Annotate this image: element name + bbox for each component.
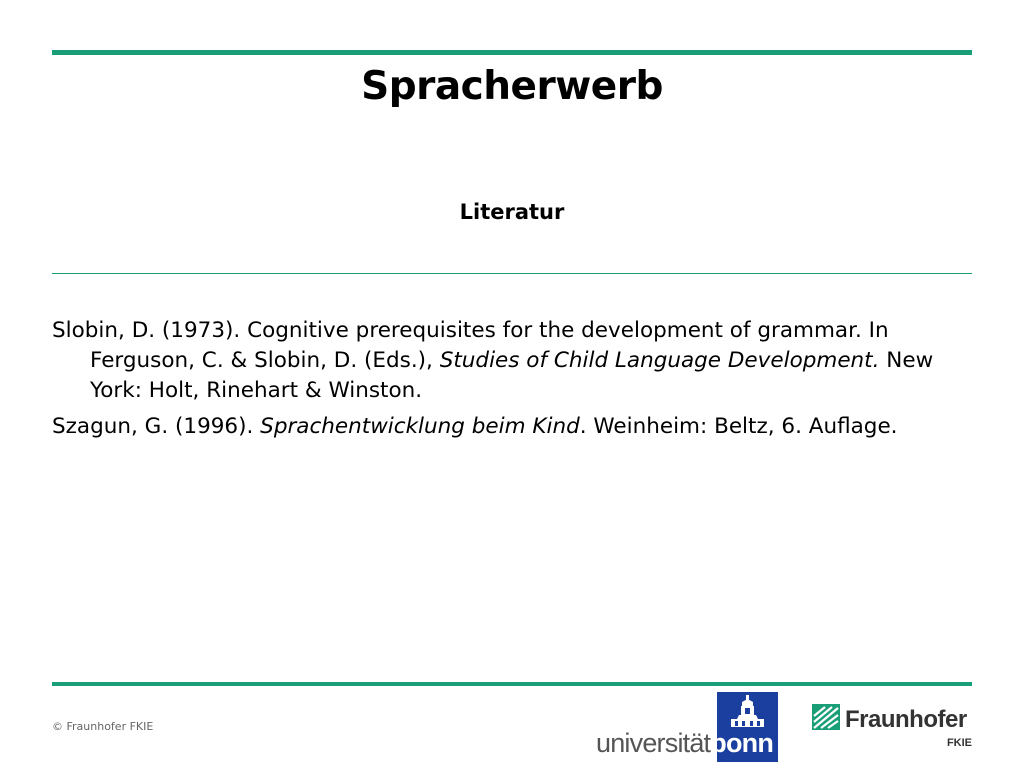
reference-publisher: . Weinheim: Beltz, 6. Auflage. — [579, 414, 898, 439]
slide-subtitle: Literatur — [459, 200, 565, 224]
reference-list — [52, 316, 972, 448]
fraunhofer-logo-unit: FKIE — [946, 737, 972, 749]
bonn-logo-wordmark — [596, 726, 773, 760]
reference-title: Sprachentwicklung beim Kind — [260, 414, 580, 439]
bonn-logo-word-regular: universität — [596, 728, 711, 758]
bottom-divider — [52, 682, 972, 686]
reference-item — [52, 316, 972, 406]
bonn-logo-word-bold: bonn — [710, 728, 774, 758]
reference-text: Slobin, D. (1973). Cognitive prerequisites for the development of grammar. In Ferguson, C. & Slobin, D. (Eds.), — [52, 318, 889, 373]
reference-publisher: New York: Holt, Rinehart & Winston. — [90, 348, 934, 403]
section-divider — [52, 273, 972, 274]
reference-text: Szagun, G. (1996). — [52, 414, 261, 439]
reference-title: Studies of Child Language Development. — [439, 348, 880, 373]
fraunhofer-mark-icon — [812, 704, 840, 730]
university-bonn-logo — [596, 692, 786, 762]
reference-item — [52, 412, 972, 442]
copyright-notice: © Fraunhofer FKIE — [52, 720, 154, 733]
fraunhofer-logo-name: Fraunhofer — [845, 706, 967, 733]
slide-title: Spracherwerb — [361, 64, 663, 109]
fraunhofer-logo — [812, 704, 974, 754]
top-divider — [52, 50, 972, 55]
